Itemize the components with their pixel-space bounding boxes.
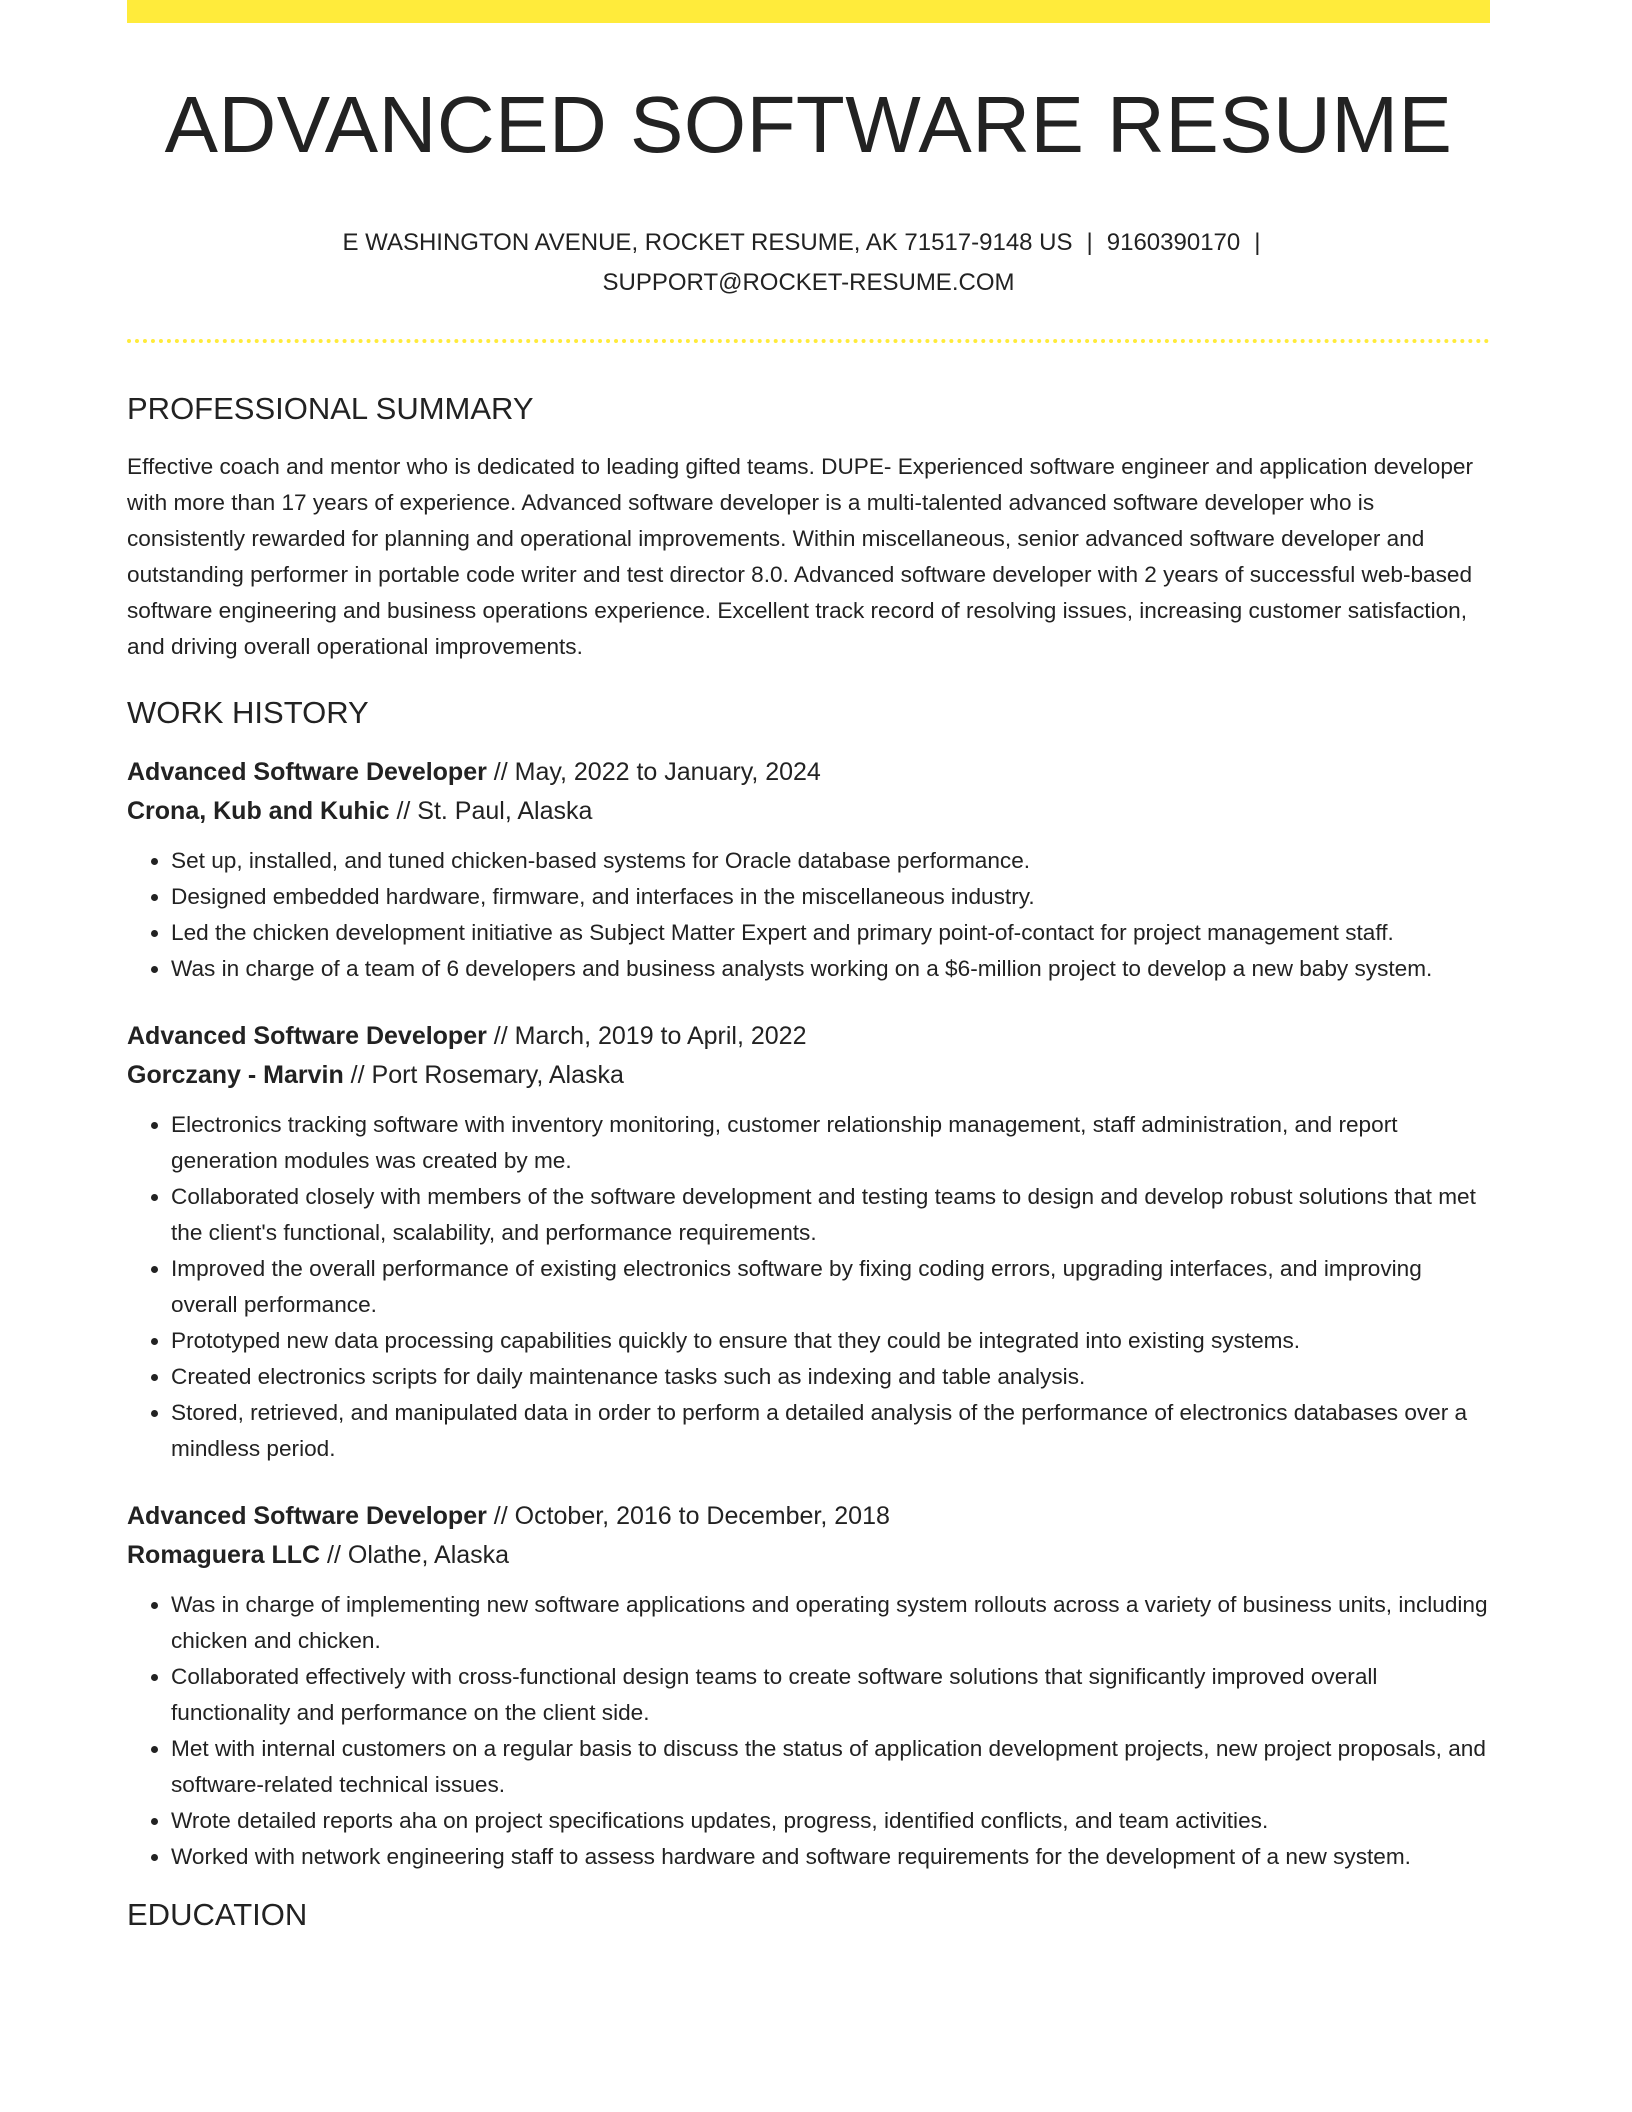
job-location: // Olathe, Alaska	[320, 1541, 510, 1569]
bullet-item: • Worked with network engineering staff to assess hardware and software requirements for the development of a new system.	[171, 1839, 1490, 1875]
contact-line-1	[127, 223, 1490, 263]
contact-info	[127, 223, 1490, 303]
bullet-item: • Created electronics scripts for daily maintenance tasks such as indexing and table analysis.	[171, 1359, 1490, 1395]
job-entry	[127, 1497, 1490, 1875]
phone[interactable]: 9160390170	[1106, 229, 1241, 256]
bullet-item: • Electronics tracking software with inventory monitoring, customer relationship management, staff administration, and report generation modules was created by me.	[171, 1107, 1490, 1179]
bullet-item: • Set up, installed, and tuned chicken-based systems for Oracle database performance.	[171, 843, 1490, 879]
company-name: Romaguera LLC	[127, 1541, 321, 1569]
bullet-item: • Led the chicken development initiative as Subject Matter Expert and primary point-of-contact for project management staff.	[171, 915, 1490, 951]
dotted-divider	[127, 339, 1490, 343]
bullet-item: • Wrote detailed reports aha on project specifications updates, progress, identified conflicts, and team activities.	[171, 1803, 1490, 1839]
bullet-item: • Was in charge of a team of 6 developers and business analysts working on a $6-million project to develop a new baby system.	[171, 951, 1490, 987]
job-company-line	[127, 1536, 1490, 1575]
address: E WASHINGTON AVENUE, ROCKET RESUME, AK 71517-9148 US	[342, 229, 1073, 256]
job-entry	[127, 1017, 1490, 1467]
job-title-line	[127, 753, 1490, 792]
bullet-item: • Was in charge of implementing new software applications and operating system rollouts across a variety of business units, including chicken and chicken.	[171, 1587, 1490, 1659]
job-title-line	[127, 1497, 1490, 1536]
work-history-list	[127, 753, 1490, 1875]
summary-heading: PROFESSIONAL SUMMARY	[127, 391, 534, 426]
job-bullets	[127, 843, 1490, 987]
job-title: Advanced Software Developer	[127, 758, 487, 786]
work-history-heading: WORK HISTORY	[127, 695, 369, 730]
company-name: Crona, Kub and Kuhic	[127, 797, 390, 825]
bullet-item: • Collaborated effectively with cross-functional design teams to create software solutions that significantly improved overall functionality and performance on the client side.	[171, 1659, 1490, 1731]
job-title: Advanced Software Developer	[127, 1022, 487, 1050]
job-company-line	[127, 792, 1490, 831]
job-title: Advanced Software Developer	[127, 1502, 487, 1530]
bullet-item: • Designed embedded hardware, firmware, and interfaces in the miscellaneous industry.	[171, 879, 1490, 915]
education-heading: EDUCATION	[127, 1897, 308, 1932]
job-bullets	[127, 1587, 1490, 1875]
bullet-item: • Prototyped new data processing capabilities quickly to ensure that they could be integrated into existing systems.	[171, 1323, 1490, 1359]
summary-text: Effective coach and mentor who is dedicated to leading gifted teams. DUPE- Experienced software engineer and application developer with more than 17 years of experience. Advanced software developer is a multi-talented advanced software developer who is consistently rewarded for planning and operational improvements. Within miscellaneous, senior advanced software developer and outstanding performer in portable code writer and test director 8.0. Advanced software developer with 2 years of successful web-based software engineering and business operations experience. Excellent track record of resolving issues, increasing customer satisfaction, and driving overall operational improvements.	[127, 454, 1473, 659]
job-entry	[127, 753, 1490, 987]
job-company-line	[127, 1056, 1490, 1095]
job-dates: // October, 2016 to December, 2018	[486, 1502, 890, 1530]
contact-line-2	[127, 263, 1490, 303]
job-location: // St. Paul, Alaska	[389, 797, 593, 825]
job-location: // Port Rosemary, Alaska	[343, 1061, 624, 1089]
bullet-item: • Collaborated closely with members of the software development and testing teams to design and develop robust solutions that met the client's functional, scalability, and performance requirements.	[171, 1179, 1490, 1251]
contact-separator: |	[1086, 229, 1093, 256]
bullet-item: • Stored, retrieved, and manipulated data in order to perform a detailed analysis of the performance of electronics databases over a mindless period.	[171, 1395, 1490, 1467]
job-title-line	[127, 1017, 1490, 1056]
bullet-item: • Met with internal customers on a regular basis to discuss the status of application development projects, new project proposals, and software-related technical issues.	[171, 1731, 1490, 1803]
job-bullets	[127, 1107, 1490, 1467]
accent-bar	[127, 0, 1490, 23]
resume-title: ADVANCED SOFTWARE RESUME	[164, 80, 1453, 169]
resume-page	[127, 0, 1490, 1930]
bullet-item: • Improved the overall performance of existing electronics software by fixing coding errors, upgrading interfaces, and improving overall performance.	[171, 1251, 1490, 1323]
job-dates: // March, 2019 to April, 2022	[486, 1022, 807, 1050]
job-dates: // May, 2022 to January, 2024	[486, 758, 821, 786]
company-name: Gorczany - Marvin	[127, 1061, 344, 1089]
contact-separator: |	[1254, 229, 1261, 256]
email[interactable]: SUPPORT@ROCKET-RESUME.COM	[602, 269, 1015, 296]
